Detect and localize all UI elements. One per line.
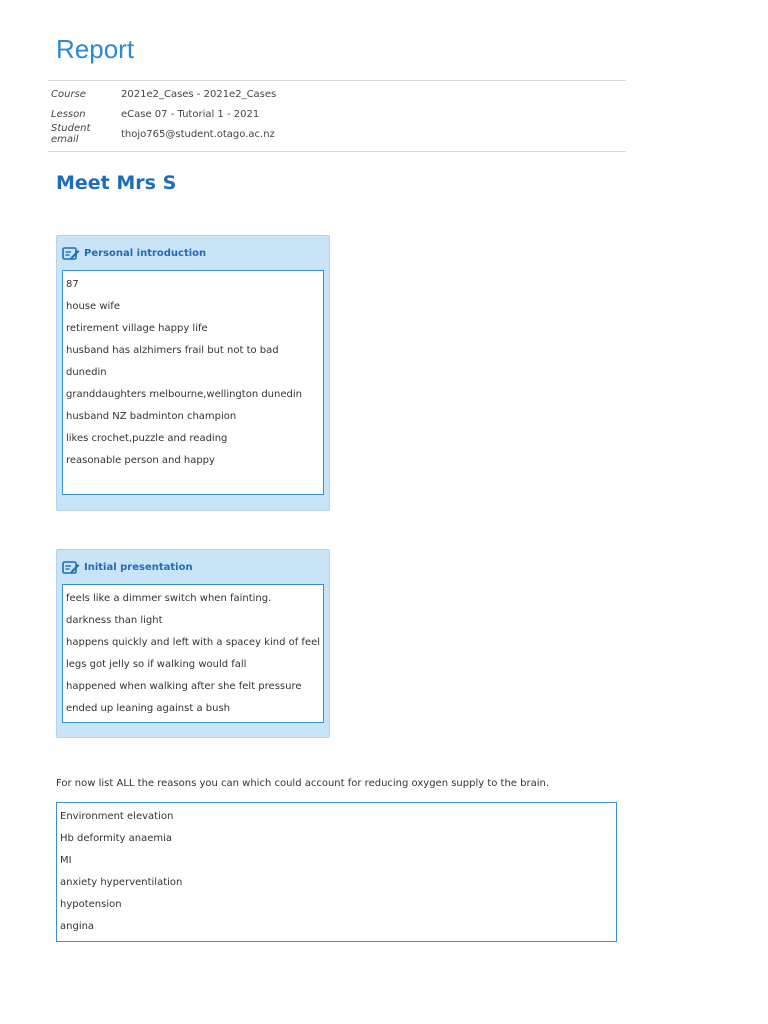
answer-line: angina [60, 921, 95, 932]
response-line: husband NZ badminton champion [66, 411, 237, 422]
answer-line: anxiety hyperventilation [60, 877, 183, 888]
meta-value: eCase 07 - Tutorial 1 - 2021 [121, 108, 260, 120]
response-line: house wife [66, 301, 120, 312]
response-line: granddaughters melbourne,wellington dunedin [66, 389, 302, 400]
meta-key: Course [51, 88, 86, 100]
report-title: Report [56, 34, 135, 64]
meta-value: thojo765@student.otago.ac.nz [121, 128, 275, 140]
response-line: likes crochet,puzzle and reading [66, 433, 228, 444]
meta-value: 2021e2_Cases - 2021e2_Cases [121, 88, 277, 100]
response-line: feels like a dimmer switch when fainting. [66, 593, 272, 604]
meta-row-email [48, 124, 626, 144]
meta-row-course [48, 84, 626, 104]
answer-line: Hb deformity anaemia [60, 833, 173, 844]
edit-note-icon [62, 560, 80, 575]
card-title: Initial presentation [84, 561, 193, 573]
response-line: happens quickly and left with a spacey kind of feel [66, 637, 321, 648]
section-heading: Meet Mrs S [56, 172, 177, 194]
personal-introduction-response [62, 270, 324, 495]
initial-presentation-card [56, 549, 330, 738]
response-line: reasonable person and happy [66, 455, 215, 466]
card-header [57, 550, 329, 584]
edit-note-icon [62, 246, 80, 261]
card-header [57, 236, 329, 270]
response-line: husband has alzhimers frail but not to bad [66, 345, 279, 356]
response-line: legs got jelly so if walking would fall [66, 659, 247, 670]
question-prompt: For now list ALL the reasons you can which could account for reducing oxygen supply to the brain. [56, 778, 550, 789]
answer-line: hypotension [60, 899, 122, 910]
answer-line: Environment elevation [60, 811, 174, 822]
meta-row-lesson [48, 104, 626, 124]
meta-key: Lesson [51, 108, 86, 120]
card-title: Personal introduction [84, 247, 207, 259]
personal-introduction-card [56, 235, 330, 511]
answer-box [56, 802, 617, 942]
response-line: darkness than light [66, 615, 163, 626]
report-meta [48, 80, 626, 152]
answer-line: MI [60, 855, 72, 866]
response-line: 87 [66, 279, 79, 290]
response-line: retirement village happy life [66, 323, 208, 334]
response-line: ended up leaning against a bush [66, 703, 230, 714]
response-line: dunedin [66, 367, 107, 378]
response-line: happened when walking after she felt pressure [66, 681, 302, 692]
meta-key: Student email [51, 123, 91, 145]
initial-presentation-response [62, 584, 324, 723]
